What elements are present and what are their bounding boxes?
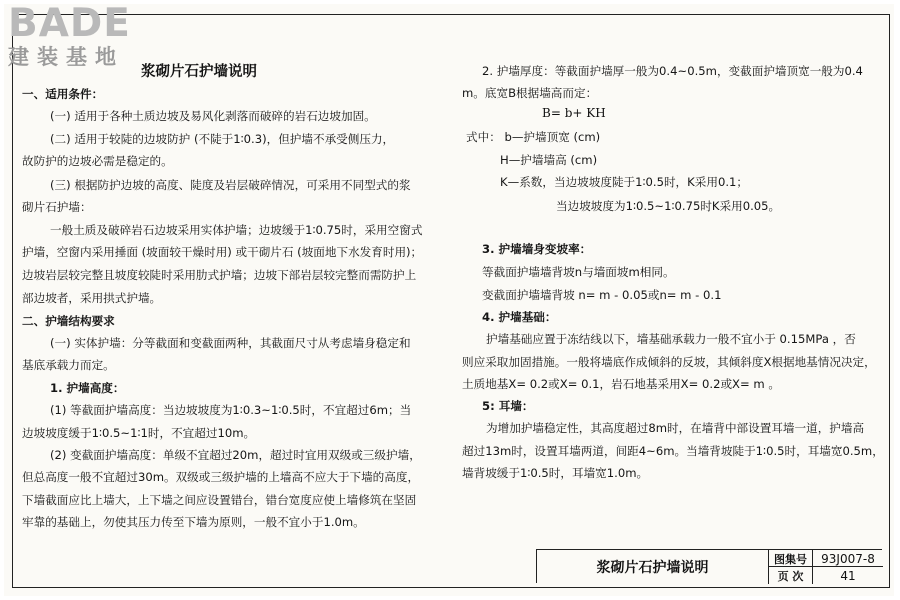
paragraph-line: 边坡坡度缓于1∶0.5~1∶1时，不宜超过10m。 bbox=[22, 426, 256, 440]
section-heading: 一、适用条件： bbox=[22, 87, 104, 101]
subsection-heading: 1. 护墙高度： bbox=[50, 381, 125, 395]
definition-line: 式中： b—护墙顶宽 (cm) bbox=[466, 130, 601, 144]
definition-line: H—护墙墙高 (cm) bbox=[500, 153, 598, 167]
paragraph-line: 砌片石护墙： bbox=[22, 200, 92, 214]
paragraph-line: 部边坡者，采用拱式护墙。 bbox=[22, 291, 162, 305]
title-block bbox=[536, 549, 882, 583]
paragraph-line: 变截面护墙墙背坡 n= m - 0.05或n= m - 0.1 bbox=[482, 288, 722, 302]
paragraph-line: 故防护的边坡必需是稳定的。 bbox=[22, 154, 173, 168]
subsection-heading: 3. 护墙墙身变坡率： bbox=[482, 242, 592, 256]
paragraph-line: 护墙，空窗内采用捶面 (坡面较干燥时用) 或干砌片石 (坡面地下水发育时用)； bbox=[22, 245, 423, 259]
paragraph-line: (2) 变截面护墙高度：单级不宜超过20m，超过时宜用双级或三级护墙， bbox=[50, 448, 421, 462]
paragraph-line: (一) 适用于各种土质边坡及易风化剥落而破碎的岩石边坡加固。 bbox=[50, 109, 376, 123]
paragraph-line: 但总高度一般不宜超过30m。双级或三级护墙的上墙高不应大于下墙的高度， bbox=[22, 470, 420, 484]
paragraph-line: 土质地基X= 0.2或X= 0.1，岩石地基采用X= 0.2或X= m 。 bbox=[462, 377, 780, 391]
definition-line: 当边坡坡度为1∶0.5~1∶0.75时K采用0.05。 bbox=[556, 199, 781, 213]
watermark-subtitle: 建装基地 bbox=[8, 45, 124, 69]
paragraph-line: 超过13m时，设置耳墙两道，间距4~6m。当墙背坡陡于1∶0.5时，耳墙宽0.5m， bbox=[462, 444, 884, 458]
atlas-number-value: 93J007-8 bbox=[821, 551, 875, 566]
atlas-number-label: 图集号 bbox=[769, 550, 813, 567]
page-number-value: 41 bbox=[840, 568, 856, 583]
subsection-heading: 4. 护墙基础： bbox=[482, 310, 557, 324]
watermark-logo: BADE bbox=[8, 1, 131, 46]
paragraph-line: m。底宽B根据墙高而定： bbox=[462, 86, 598, 100]
formula: B= b+ KH bbox=[542, 106, 606, 120]
paragraph-line: (一) 实体护墙：分等截面和变截面两种，其截面尺寸从考虑墙身稳定和 bbox=[50, 336, 411, 350]
page-title: 浆砌片石护墙说明 bbox=[141, 64, 257, 80]
paragraph-line: 墙背坡缓于1∶0.5时，耳墙宽1.0m。 bbox=[462, 466, 649, 480]
paragraph-line: 则应采取加固措施。一般将墙底作成倾斜的反坡，其倾斜度X根据地基情况决定， bbox=[462, 355, 876, 369]
paragraph-line: 等截面护墙墙背坡n与墙面坡m相同。 bbox=[482, 265, 675, 279]
paragraph-line: (二) 适用于较陡的边坡防护 (不陡于1∶0.3)，但护墙不承受侧压力， bbox=[50, 132, 395, 146]
paragraph-line: 边坡岩层较完整且坡度较陡时采用肋式护墙；边坡下部岩层较完整而需防护上 bbox=[22, 268, 417, 282]
title-block-name: 浆砌片石护墙说明 bbox=[537, 550, 769, 584]
section-heading: 二、护墙结构要求 bbox=[22, 314, 115, 328]
paragraph-line: 下墙截面应比上墙大，上下墙之间应设置错台，错台宽度应使上墙修筑在坚固 bbox=[22, 493, 417, 507]
paragraph-line: 牢靠的基础上，勿使其压力传至下墙为原则，一般不宜小于1.0m。 bbox=[22, 515, 365, 529]
paragraph-line: 一般土质及破碎岩石边坡采用实体护墙；边坡缓于1∶0.75时，采用空窗式 bbox=[50, 223, 423, 237]
paragraph-line: (1) 等截面护墙高度：当边坡坡度为1∶0.3~1∶0.5时，不宜超过6m；当 bbox=[50, 403, 412, 417]
paragraph-line: 基底承载力而定。 bbox=[22, 358, 115, 372]
paragraph-line: 2. 护墙厚度：等截面护墙厚一般为0.4~0.5m，变截面护墙顶宽一般为0.4 bbox=[482, 64, 863, 78]
paragraph-line: 为增加护墙稳定性，其高度超过8m时，在墙背中部设置耳墙一道，护墙高 bbox=[486, 421, 865, 435]
page-number-label: 页 次 bbox=[769, 567, 813, 584]
paragraph-line: (三) 根据防护边坡的高度、陡度及岩层破碎情况，可采用不同型式的浆 bbox=[50, 178, 411, 192]
subsection-heading: 5: 耳墙： bbox=[482, 399, 534, 413]
paragraph-line: 护墙基础应置于冻结线以下，墙基础承载力一般不宜小于 0.15MPa ，否 bbox=[486, 332, 856, 346]
definition-line: K—系数，当边坡坡度陡于1∶0.5时，K采用0.1； bbox=[500, 175, 748, 189]
